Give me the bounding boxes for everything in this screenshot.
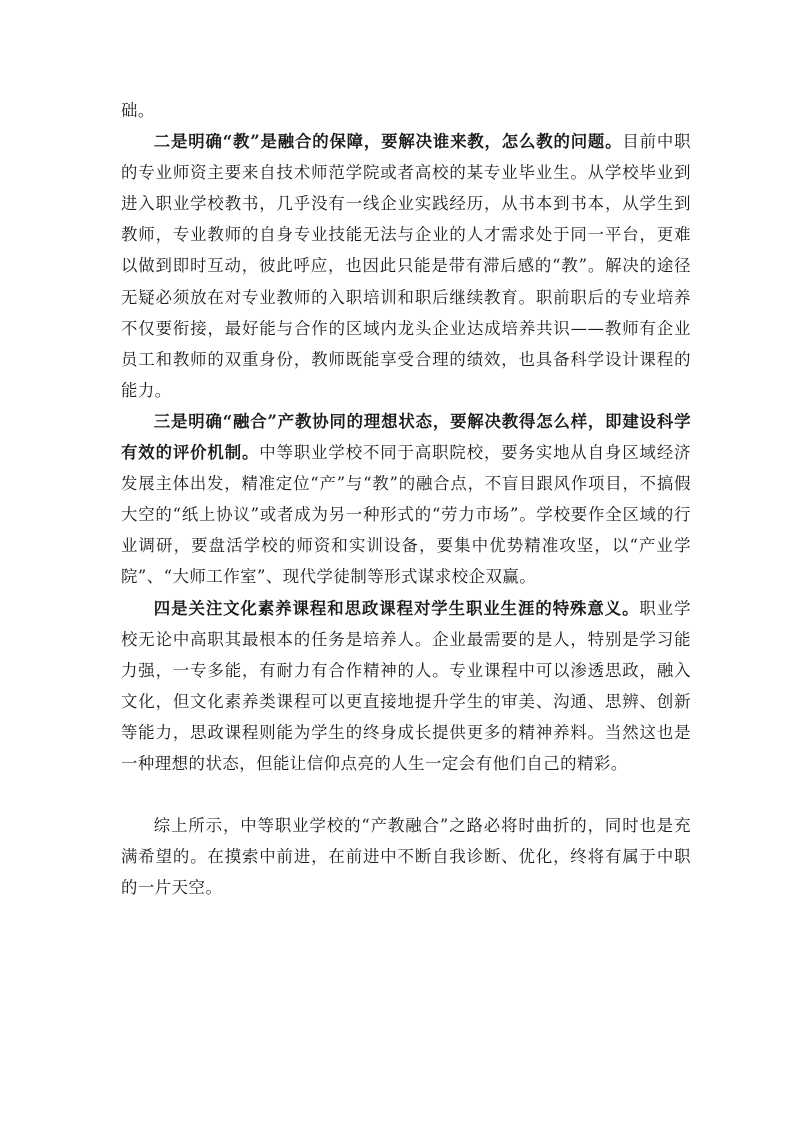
paragraph-heading: 二是明确“教”是融合的保障，要解决谁来教，怎么教的问题。 xyxy=(153,132,623,152)
paragraph-evaluation xyxy=(121,406,691,593)
paragraph-body: 目前中职的专业师资主要来自技术师范学院或者高校的某专业毕业生。从学校毕业到进入职业学校教书，几乎没有一线企业实践经历，从书本到书本，从学生到教师，专业教师的自身专业技能无法与企业的人才需求处于同一平台，更难以做到即时互动，彼此呼应，也因此只能是带有滞后感的“教”。解决的途径无疑必须放在对专业教师的入职培训和职后继续教育。职前职后的专业培养不仅要衔接，最好能与合作的区域内龙头企业达成培养共识——教师有企业员工和教师的双重身份，教师既能享受合理的绩效，也具备科学设计课程的能力。 xyxy=(121,132,691,400)
paragraph-conclusion xyxy=(121,810,691,903)
paragraph-continuation xyxy=(121,95,691,126)
paragraph-culture xyxy=(121,593,691,780)
paragraph-teachers xyxy=(121,126,691,406)
paragraph-spacer xyxy=(121,779,691,810)
paragraph-heading: 四是关注文化素养课程和思政课程对学生职业生涯的特殊意义。 xyxy=(153,598,640,618)
paragraph-body: 中等职业学校不同于高职院校，要务实地从自身区域经济发展主体出发，精准定位“产”与“教”的融合点，不盲目跟风作项目，不搞假大空的“纸上协议”或者成为另一种形式的“劳力市场”。学校要作全区域的行业调研，要盘活学校的师资和实训设备，要集中优势精准攻坚，以“产业学院”、“大师工作室”、现代学徒制等形式谋求校企双赢。 xyxy=(121,443,692,587)
paragraph-heading: 三是明确“融合”产教协同的理想状态，要解决教得怎么样，即建设科学有效的评价机制。 xyxy=(121,411,691,463)
paragraph-body: 综上所示，中等职业学校的“产教融合”之路必将时曲折的，同时也是充满希望的。在摸索中前进，在前进中不断自我诊断、优化，终将有属于中职的一片天空。 xyxy=(121,816,691,898)
paragraph-body: 础。 xyxy=(121,101,155,120)
paragraph-body: 职业学校无论中高职其最根本的任务是培养人。企业最需要的是人，特别是学习能力强，一专多能，有耐力有合作精神的人。专业课程中可以渗透思政，融入文化，但文化素养类课程可以更直接地提升学生的审美、沟通、思辨、创新等能力，思政课程则能为学生的终身成长提供更多的精神养料。当然这也是一种理想的状态，但能让信仰点亮的人生一定会有他们自己的精彩。 xyxy=(121,598,691,773)
document-body xyxy=(121,95,691,903)
